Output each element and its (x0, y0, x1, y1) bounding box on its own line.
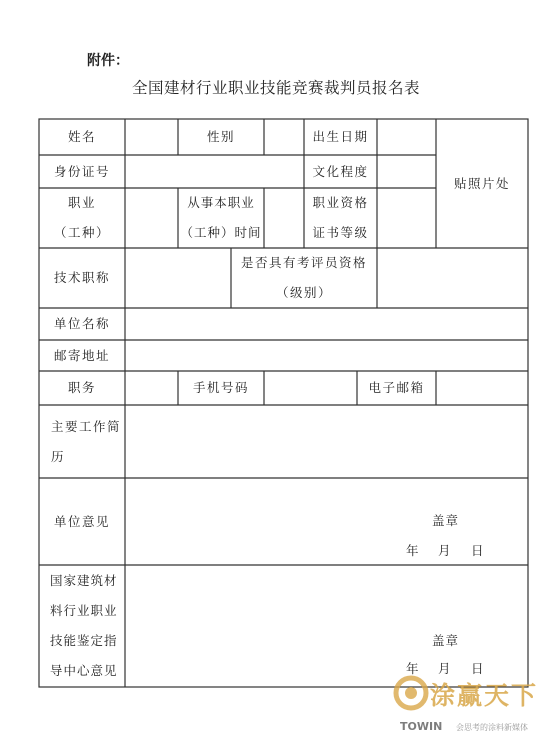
unit-opinion-area[interactable] (125, 478, 528, 565)
id-number-input[interactable] (125, 155, 304, 188)
center-date-month: 月 (438, 661, 452, 676)
unit-seal-text: 盖章 (432, 513, 460, 528)
tech-title-label: 技术职称 (53, 270, 110, 285)
attachment-label: 附件： (87, 53, 129, 69)
assessor-qualification-input[interactable] (377, 248, 528, 308)
watermark-slogan: 会思考的涂料新媒体 (456, 723, 528, 732)
towin-logo-icon (392, 674, 430, 712)
tech-title-input[interactable] (125, 248, 231, 308)
center-opinion-label: 国家建筑材 料行业职业 技能鉴定指 导中心意见 (50, 573, 118, 678)
organization-label: 单位名称 (53, 316, 110, 331)
watermark (392, 674, 552, 737)
position-input[interactable] (125, 371, 178, 405)
id-number-label: 身份证号 (53, 163, 110, 179)
email-label: 电子邮箱 (368, 380, 425, 395)
center-date-year: 年 (406, 661, 420, 676)
education-input[interactable] (377, 155, 436, 188)
center-date-day: 日 (471, 661, 485, 676)
unit-date-month: 月 (438, 543, 452, 558)
form-title: 全国建材行业职业技能竞赛裁判员报名表 (131, 79, 420, 97)
work-years-input[interactable] (264, 188, 304, 248)
name-input[interactable] (125, 119, 178, 155)
occupation-input[interactable] (125, 188, 178, 248)
education-label: 文化程度 (312, 163, 369, 179)
photo-label: 贴照片处 (453, 175, 510, 191)
birth-date-label: 出生日期 (312, 129, 369, 144)
unit-date-year: 年 (406, 543, 420, 558)
work-resume-input[interactable] (125, 405, 528, 478)
name-label: 姓名 (67, 129, 96, 144)
position-label: 职务 (67, 380, 96, 395)
work-years-label: 从事本职业 （工种）时间 (180, 195, 262, 240)
work-resume-label: 主要工作简 历 (51, 418, 122, 464)
mailing-address-input[interactable] (125, 340, 528, 371)
phone-input[interactable] (264, 371, 357, 405)
organization-input[interactable] (125, 308, 528, 340)
email-input[interactable] (436, 371, 528, 405)
phone-label: 手机号码 (192, 380, 249, 395)
birth-date-input[interactable] (377, 119, 436, 155)
assessor-qualification-label: 是否具有考评员资格 （级别） (240, 255, 367, 300)
gender-label: 性别 (206, 129, 235, 144)
certificate-level-label: 职业资格 证书等级 (312, 195, 369, 240)
watermark-brand: TOWIN (400, 720, 443, 733)
mailing-address-label: 邮寄地址 (53, 347, 110, 363)
watermark-name: 涂赢天下 (430, 681, 539, 710)
certificate-level-input[interactable] (377, 188, 436, 248)
occupation-label: 职业 （工种） (53, 195, 110, 240)
center-opinion-area[interactable] (125, 565, 528, 687)
center-seal-text: 盖章 (432, 633, 460, 648)
gender-input[interactable] (264, 119, 304, 155)
photo-area[interactable] (436, 119, 528, 248)
unit-date-day: 日 (471, 543, 485, 558)
unit-opinion-label: 单位意见 (53, 513, 110, 529)
